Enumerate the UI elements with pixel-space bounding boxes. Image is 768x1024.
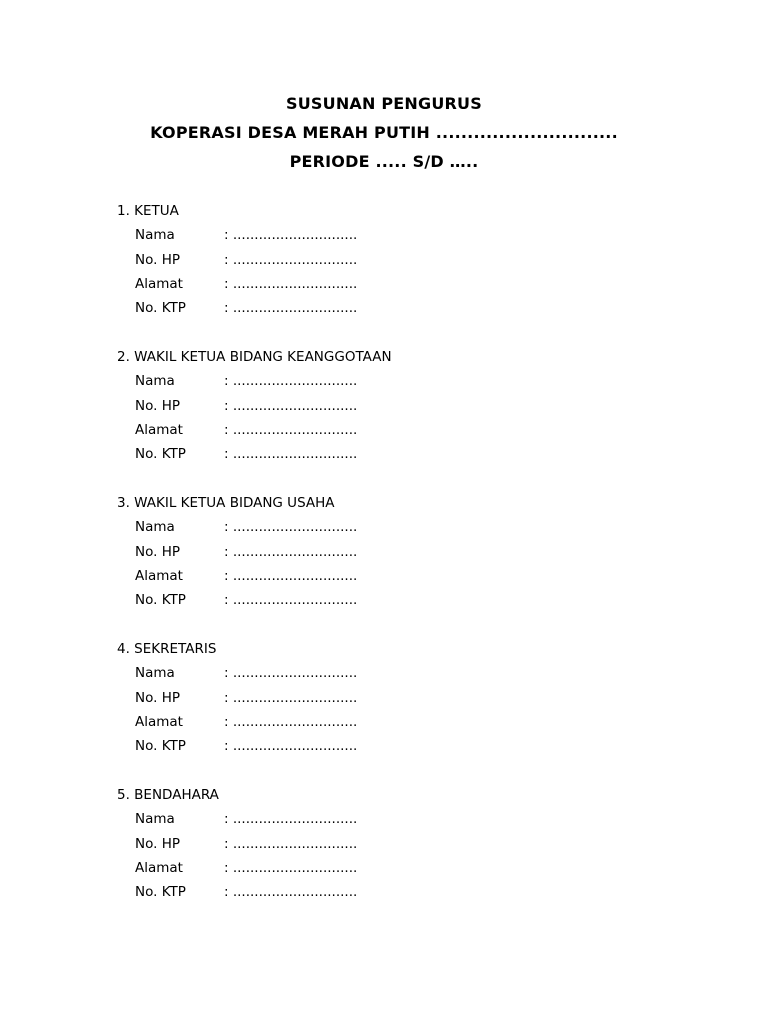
section-ketua xyxy=(117,199,677,320)
field-row-no-ktp xyxy=(117,734,677,758)
field-label: No. KTP xyxy=(135,300,186,317)
field-label: No. KTP xyxy=(135,446,186,463)
field-label: Nama xyxy=(135,227,175,244)
field-row-no-hp xyxy=(117,686,677,710)
field-value: : ............................. xyxy=(224,738,358,755)
section-sekretaris xyxy=(117,637,677,758)
field-label: No. KTP xyxy=(135,592,186,609)
field-row-nama xyxy=(117,223,677,247)
field-label: No. KTP xyxy=(135,884,186,901)
field-label: No. HP xyxy=(135,251,180,268)
field-value: : ............................. xyxy=(224,543,358,560)
section-heading: 1. KETUA xyxy=(117,203,179,219)
section-wakil-ketua-usaha xyxy=(117,491,677,612)
field-value: : ............................. xyxy=(224,251,358,268)
cooperative-name-line: KOPERASI DESA MERAH PUTIH ............................. xyxy=(150,123,618,142)
field-value: : ............................. xyxy=(224,373,358,390)
field-label: Nama xyxy=(135,519,175,536)
field-row-nama xyxy=(117,661,677,685)
section-wakil-ketua-keanggotaan xyxy=(117,345,677,466)
field-row-no-ktp xyxy=(117,880,677,904)
field-value: : ............................. xyxy=(224,592,358,609)
field-row-no-ktp xyxy=(117,442,677,466)
field-value: : ............................. xyxy=(224,227,358,244)
field-label: No. HP xyxy=(135,397,180,414)
field-row-no-hp xyxy=(117,540,677,564)
field-row-no-ktp xyxy=(117,588,677,612)
field-value: : ............................. xyxy=(224,275,358,292)
field-row-no-hp xyxy=(117,394,677,418)
field-label: No. HP xyxy=(135,689,180,706)
field-label: Nama xyxy=(135,373,175,390)
field-label: No. HP xyxy=(135,543,180,560)
field-value: : ............................. xyxy=(224,665,358,682)
field-label: Alamat xyxy=(135,421,183,438)
field-value: : ............................. xyxy=(224,300,358,317)
section-heading: 3. WAKIL KETUA BIDANG USAHA xyxy=(117,495,335,511)
field-row-no-hp xyxy=(117,832,677,856)
field-row-alamat xyxy=(117,710,677,734)
field-label: No. KTP xyxy=(135,738,186,755)
field-value: : ............................. xyxy=(224,397,358,414)
field-label: Alamat xyxy=(135,713,183,730)
field-value: : ............................. xyxy=(224,884,358,901)
field-value: : ............................. xyxy=(224,689,358,706)
field-label: Alamat xyxy=(135,859,183,876)
field-value: : ............................. xyxy=(224,519,358,536)
field-value: : ............................. xyxy=(224,859,358,876)
field-value: : ............................. xyxy=(224,811,358,828)
field-row-nama xyxy=(117,807,677,831)
section-heading: 2. WAKIL KETUA BIDANG KEANGGOTAAN xyxy=(117,349,392,365)
section-heading: 4. SEKRETARIS xyxy=(117,641,217,657)
field-label: Alamat xyxy=(135,275,183,292)
field-row-alamat xyxy=(117,272,677,296)
field-value: : ............................. xyxy=(224,421,358,438)
field-row-nama xyxy=(117,369,677,393)
document-title: SUSUNAN PENGURUS xyxy=(286,94,482,113)
field-row-no-hp xyxy=(117,248,677,272)
field-value: : ............................. xyxy=(224,713,358,730)
field-value: : ............................. xyxy=(224,567,358,584)
field-row-alamat xyxy=(117,856,677,880)
field-value: : ............................. xyxy=(224,835,358,852)
field-label: Nama xyxy=(135,665,175,682)
field-label: No. HP xyxy=(135,835,180,852)
field-row-no-ktp xyxy=(117,296,677,320)
field-label: Alamat xyxy=(135,567,183,584)
field-label: Nama xyxy=(135,811,175,828)
section-bendahara xyxy=(117,783,677,904)
section-heading: 5. BENDAHARA xyxy=(117,787,219,803)
field-row-alamat xyxy=(117,418,677,442)
field-row-nama xyxy=(117,515,677,539)
field-row-alamat xyxy=(117,564,677,588)
period-line: PERIODE ..... S/D ….. xyxy=(289,152,479,171)
field-value: : ............................. xyxy=(224,446,358,463)
